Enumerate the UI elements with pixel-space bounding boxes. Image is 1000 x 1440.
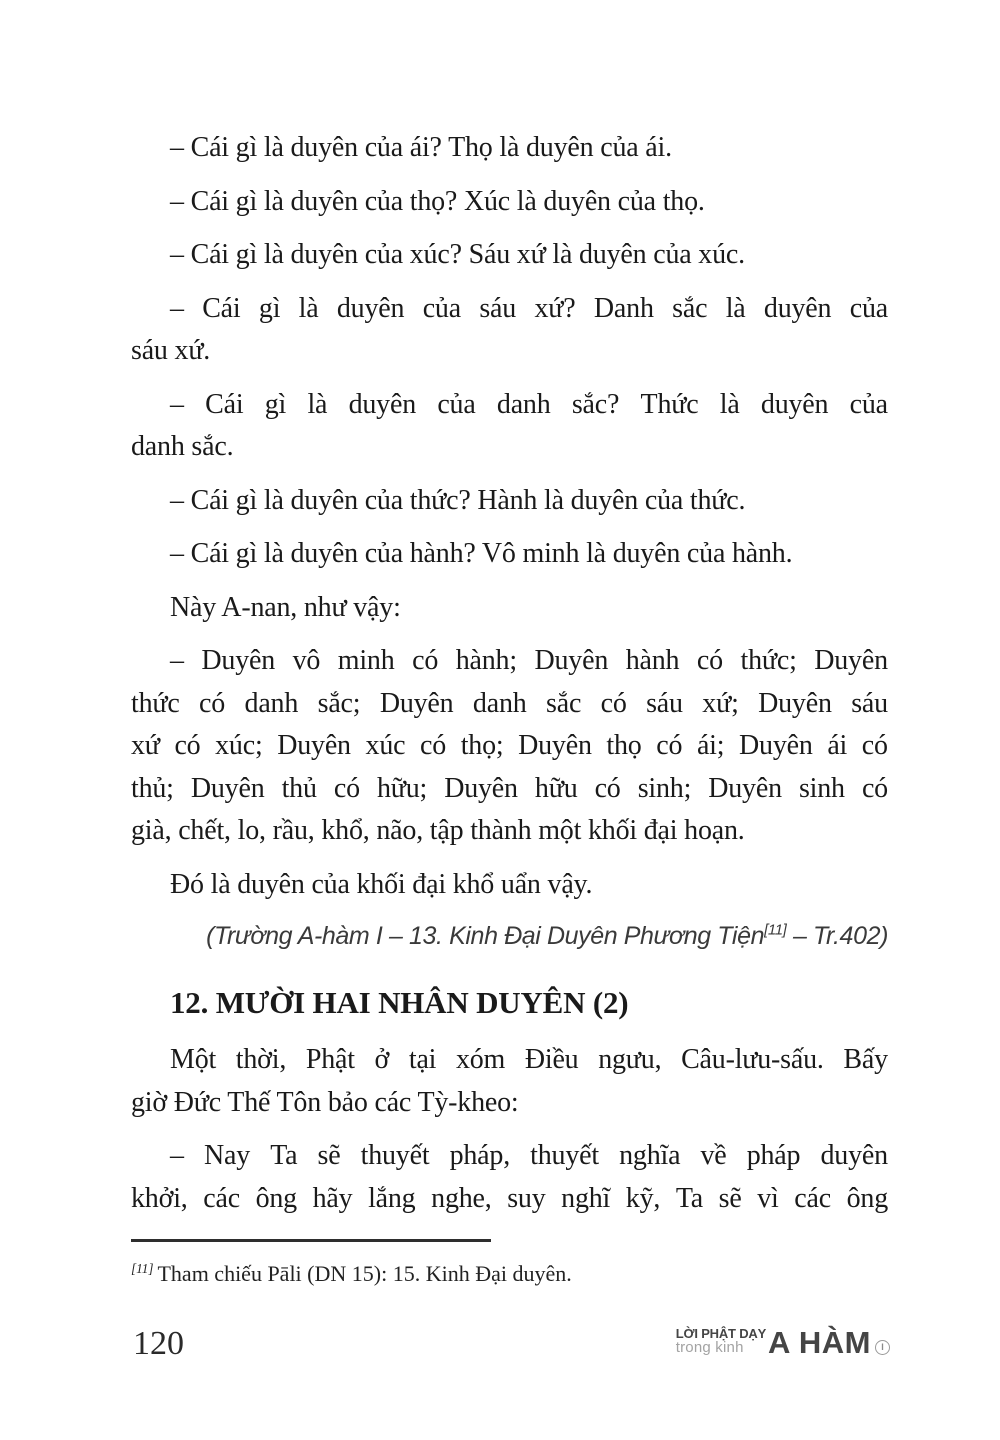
word: có (861, 730, 888, 761)
word: hãy (312, 1182, 353, 1214)
word: có (861, 772, 888, 804)
word: thọ (606, 730, 642, 761)
volume-badge-icon: I (875, 1340, 890, 1355)
body-paragraph (131, 384, 888, 469)
word: có (174, 730, 201, 761)
word: Cái (202, 292, 241, 324)
word: của (422, 292, 461, 324)
word: vì (757, 1182, 779, 1214)
book-logo (675, 1325, 890, 1360)
word: Bấy (843, 1044, 888, 1075)
word: có (199, 687, 226, 719)
word: duyên (760, 388, 829, 420)
text-line: già, chết, lo, rầu, khổ, não, tập thành một khối đại hoạn. (131, 815, 745, 846)
word: có (594, 772, 621, 804)
logo-line1: LỜI PHẬT DẠY (675, 1326, 767, 1341)
body-paragraph (131, 587, 888, 630)
word: có (420, 730, 447, 761)
word: của (437, 388, 476, 420)
word: thuyết (360, 1140, 430, 1171)
word: thủ (281, 772, 317, 804)
word: Duyên (708, 772, 782, 804)
word: Ta (675, 1182, 704, 1214)
word: thức; (740, 645, 797, 676)
footnote-text: Tham chiếu Pāli (DN 15): 15. Kinh Đại duyên. (157, 1261, 572, 1286)
word: tại (408, 1044, 437, 1075)
text-line (131, 288, 888, 331)
text-line (131, 384, 888, 427)
footnote (131, 1258, 891, 1290)
word: sẽ (317, 1140, 341, 1171)
word: của (849, 292, 888, 324)
word: thời, (235, 1044, 287, 1075)
word: vô (292, 645, 321, 676)
word: có (333, 772, 360, 804)
section-heading: 12. MƯỜI HAI NHÂN DUYÊN (2) (170, 985, 629, 1020)
word: sẽ (718, 1182, 742, 1214)
text-line: – Cái gì là duyên của xúc? Sáu xứ là duyên của xúc. (170, 239, 745, 270)
word: sắc; (317, 687, 361, 719)
word: duyên (763, 292, 832, 324)
word: Điều (524, 1044, 579, 1075)
text-line (131, 683, 888, 726)
word: sắc (546, 687, 582, 719)
word: nghĩa (619, 1140, 681, 1171)
citation-footnote-ref: [11] (764, 921, 787, 939)
word: thọ; (460, 730, 504, 761)
word: Duyên (379, 687, 454, 719)
word: gì (264, 388, 287, 420)
body-paragraph (131, 864, 888, 907)
word: danh (244, 687, 299, 719)
text-line: – Cái gì là duyên của thọ? Xúc là duyên của thọ. (170, 185, 705, 217)
text-line: – Cái gì là duyên của thức? Hành là duyên của thức. (170, 484, 746, 516)
word: ông (846, 1182, 888, 1214)
text-line (131, 640, 888, 683)
word: Danh (593, 292, 654, 324)
word: Thức (640, 388, 699, 420)
word: thức (131, 687, 180, 719)
body-paragraph (131, 533, 888, 576)
word: suy (507, 1182, 546, 1214)
word: Duyên (758, 687, 832, 719)
word: pháp (746, 1140, 801, 1171)
word: xúc; (215, 730, 263, 761)
word: hữu (534, 772, 578, 804)
word: Duyên (739, 730, 813, 761)
word: xứ (131, 730, 160, 761)
text-line: Đó là duyên của khối đại khổ uẩn vậy. (170, 868, 593, 900)
word: Duyên (518, 730, 592, 761)
word: xóm (455, 1044, 506, 1075)
word: sinh (798, 772, 845, 804)
page-number: 120 (133, 1325, 184, 1362)
word: – (170, 645, 184, 676)
word: Duyên (201, 645, 276, 676)
word: ái (827, 730, 848, 761)
word: hành; (455, 645, 517, 676)
word: sắc (672, 292, 708, 324)
word: có (656, 730, 683, 761)
logo-line2: trong kinh (675, 1339, 744, 1356)
word: minh (337, 645, 395, 676)
logo-subtitle-stack (676, 1328, 766, 1356)
word: sáu (851, 687, 888, 719)
word: có (600, 687, 627, 719)
word: – (170, 388, 184, 420)
word: Duyên (534, 645, 609, 676)
word: là (307, 388, 328, 420)
text-line (131, 1135, 888, 1178)
word: Duyên (444, 772, 518, 804)
word: xúc (365, 730, 406, 761)
word: các (794, 1182, 831, 1214)
word: Một (170, 1044, 217, 1075)
word: thuyết (530, 1140, 599, 1171)
word: là (298, 292, 319, 324)
text-line (131, 725, 888, 768)
word: sáu (479, 292, 517, 324)
text-line: Này A-nan, như vậy: (170, 591, 401, 623)
word: có (696, 645, 723, 676)
word: Câu-lưu-sấu. (681, 1044, 824, 1075)
word: ái; (696, 730, 725, 761)
word: Duyên (277, 730, 351, 761)
footnote-divider (131, 1239, 491, 1242)
word: ông (255, 1182, 297, 1214)
text-line: – Cái gì là duyên của hành? Vô minh là duyên của hành. (170, 538, 793, 569)
word: các (203, 1182, 240, 1214)
body-paragraph (131, 1039, 888, 1124)
text-line (131, 1178, 888, 1221)
body-paragraph (131, 288, 888, 373)
body-paragraph (131, 181, 888, 224)
word: Cái (205, 388, 244, 420)
text-line: giờ Đức Thế Tôn bảo các Tỳ-kheo: (131, 1086, 519, 1118)
word: nghĩ (561, 1182, 611, 1214)
word: thủ; (131, 772, 174, 804)
word: Nay (203, 1140, 251, 1171)
word: danh (496, 388, 551, 420)
word: gì (258, 292, 281, 324)
word: danh (472, 687, 527, 719)
body-text-block (131, 127, 888, 1231)
logo-title: A HÀM (768, 1325, 871, 1360)
footnote-marker: [11] (131, 1260, 154, 1276)
word: duyên (820, 1140, 888, 1171)
word: về (700, 1140, 727, 1171)
word: duyên (336, 292, 405, 324)
word: của (849, 388, 888, 420)
word: sắc? (571, 388, 620, 420)
word: khởi, (131, 1182, 188, 1214)
citation-page-ref: – Tr.402) (786, 922, 888, 950)
citation-text: (Trường A-hàm I – 13. Kinh Đại Duyên Phương Tiện (206, 922, 765, 950)
word: – (170, 292, 184, 324)
word: sinh; (637, 772, 692, 804)
text-line: – Cái gì là duyên của ái? Thọ là duyên của ái. (170, 132, 672, 163)
word: ở (374, 1044, 390, 1075)
scripture-citation (131, 917, 888, 955)
word: Duyên (190, 772, 265, 804)
word: ngưu, (598, 1044, 662, 1075)
body-paragraph (131, 127, 888, 170)
word: duyên (348, 388, 416, 420)
word: Phật (305, 1044, 355, 1075)
word: hành (625, 645, 680, 676)
word: xứ? (534, 292, 576, 324)
text-line: danh sắc. (131, 431, 234, 462)
word: kỹ, (625, 1182, 661, 1214)
body-paragraph (131, 480, 888, 523)
body-paragraph (131, 234, 888, 277)
word: lắng (368, 1182, 416, 1214)
word: – (170, 1140, 184, 1171)
text-line (131, 1039, 888, 1082)
word: Ta (270, 1140, 298, 1171)
word: xứ; (702, 687, 739, 719)
text-line (131, 768, 888, 811)
body-paragraph (131, 640, 888, 853)
word: sáu (646, 687, 683, 719)
word: nghe, (431, 1182, 492, 1214)
body-paragraph (131, 1135, 888, 1220)
word: Duyên (814, 645, 888, 676)
word: pháp, (449, 1140, 511, 1171)
word: là (719, 388, 740, 420)
word: hữu; (376, 772, 428, 804)
word: có (412, 645, 439, 676)
word: là (725, 292, 746, 324)
text-line: sáu xứ. (131, 335, 211, 366)
